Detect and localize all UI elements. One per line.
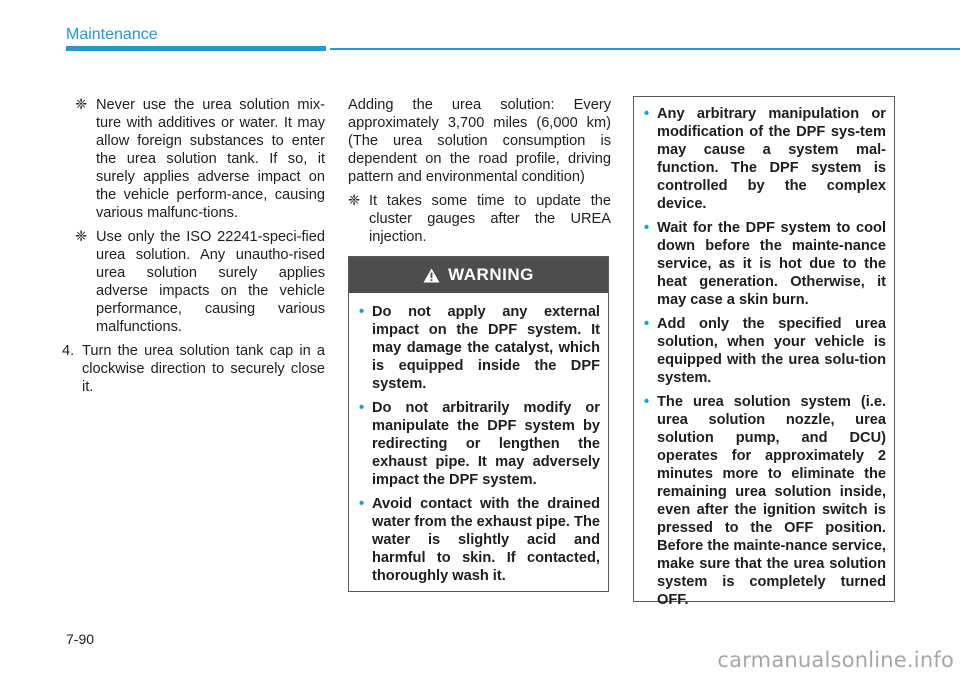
section-title: Maintenance: [66, 26, 158, 43]
warning-item: [359, 399, 600, 489]
bullet-dot-icon: •: [359, 400, 365, 416]
header-rule-thin: [330, 48, 960, 50]
bullet-dot-icon: •: [359, 304, 365, 320]
asterism-icon: ❈: [75, 229, 88, 245]
warning-continuation-box: [633, 96, 895, 608]
step-text: Turn the urea solution tank cap in a clockwise direction to securely close it.: [82, 343, 325, 395]
step-item: [62, 342, 325, 396]
warning-item-text: Wait for the DPF system to cool down before the mainte-nance service, as it is hot due to the heat generation. Otherwise, it may case a skin burn.: [657, 220, 886, 308]
warning-item: [644, 105, 886, 213]
warning-triangle-icon: [423, 268, 440, 283]
page-number: 7-90: [66, 631, 95, 647]
bullet-text: It takes some time to update the cluster gauges after the UREA injection.: [369, 193, 611, 245]
warning-item-text: Do not arbitrarily modify or manipulate the DPF system by redirecting or lengthen the exhaust pipe. It may adversely impact the DPF system.: [372, 400, 600, 488]
warning-item-text: Add only the specified urea solution, when your vehicle is equipped with the urea solu-tion system.: [657, 316, 886, 386]
warning-item: [644, 219, 886, 309]
middle-column: [348, 96, 611, 252]
warning-item-text: Avoid contact with the drained water from the exhaust pipe. The water is slightly acid and harmful to skin. If contacted, thoroughly wash it.: [372, 496, 600, 584]
warning-body: [349, 293, 608, 585]
bullet-dot-icon: •: [359, 496, 365, 512]
asterism-icon: ❈: [75, 97, 88, 113]
warning-title: WARNING: [448, 265, 534, 284]
bullet-text: Never use the urea solution mix-ture with additives or water. It may allow foreign substances to enter the urea solution tank. If so, it surely applies adverse impact on the vehicle perform-ance, causing various malfunc-tions.: [96, 97, 325, 221]
header-rule-thick: [66, 46, 326, 51]
watermark: carmanualsonline.info: [717, 648, 954, 672]
bullet-dot-icon: •: [644, 220, 650, 236]
bullet-dot-icon: •: [644, 106, 650, 122]
bullet-text: Use only the ISO 22241-speci-fied urea solution. Any unautho-rised urea solution surely applies adverse impacts on the vehicle performance, causing various malfunctions.: [96, 229, 325, 335]
bullet-dot-icon: •: [644, 394, 650, 410]
warning-item: [644, 315, 886, 387]
urea-interval-paragraph: Adding the urea solution: Every approximately 3,700 miles (6,000 km) (The urea solution consumption is dependent on the road profile, driving pattern and environmental condition): [348, 97, 611, 185]
warning-item-text: Any arbitrary manipulation or modification of the DPF sys-tem may cause a system mal-function. The DPF system is controlled by the complex device.: [657, 106, 886, 212]
warning-item-text: The urea solution system (i.e. urea solution nozzle, urea solution pump, and DCU) operates for approximately 2 minutes more to eliminate the remaining urea solution inside, even after the ignition switch is pressed to the OFF position. Before the mainte-nance service, make sure that the urea solution system is completely turned OFF.: [657, 394, 886, 608]
bullet-dot-icon: •: [644, 316, 650, 332]
left-column: [62, 96, 325, 396]
warning-item: [644, 393, 886, 609]
list-item: [75, 228, 325, 336]
asterism-icon: ❈: [348, 193, 361, 209]
warning-box: [348, 256, 609, 592]
list-item: [75, 96, 325, 222]
warning-item: [359, 495, 600, 585]
warning-header: [349, 257, 608, 293]
warning-item: [359, 303, 600, 393]
step-number: 4.: [62, 343, 75, 359]
warning-item-text: Do not apply any external impact on the DPF system. It may damage the catalyst, which is equipped inside the DPF system.: [372, 304, 600, 392]
list-item: [348, 192, 611, 246]
